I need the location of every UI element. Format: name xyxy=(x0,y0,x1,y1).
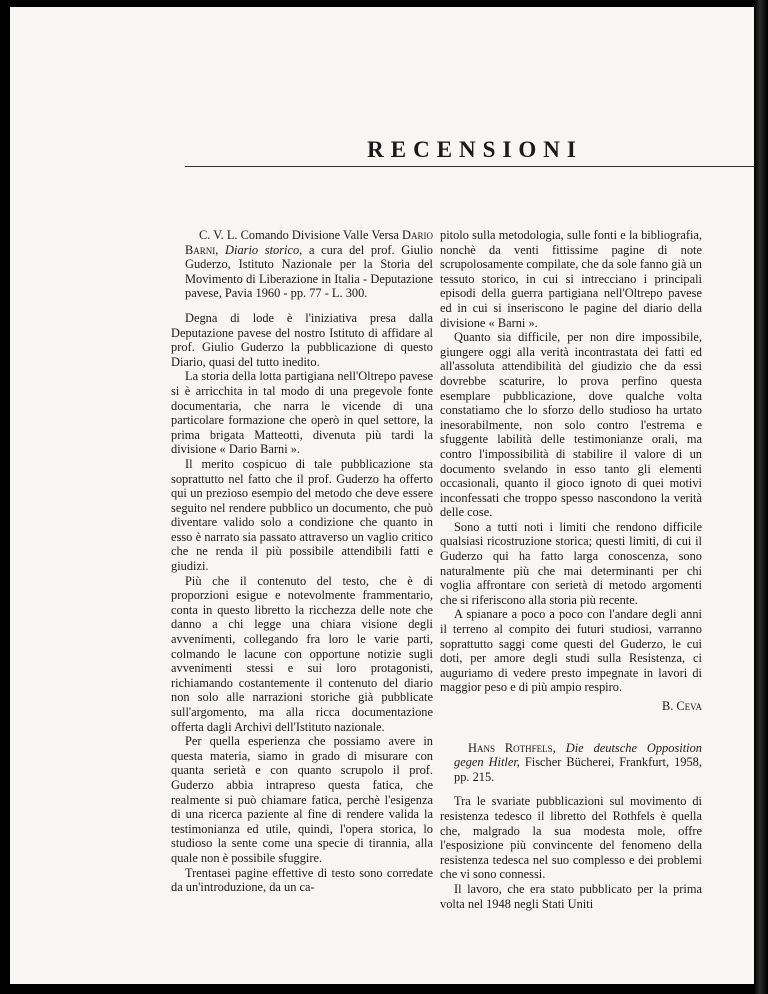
paragraph-continued: pitolo sulla metodologia, sulle fonti e la bibliografia, nonchè da venti fittissime pagine di note scrupolosamente compilate, che da sole fanno già un tessuto storico, in cui si intrecciano i principali episodi della guerra partigiana nell'Oltrepo pavese ed in cui si inseriscono le pagine del diario della divisione « Barni ». xyxy=(440,228,702,330)
review-header-rest: a cura del prof. Giulio Guderzo, Istituto Nazionale per la Storia del Movimento di Liberazione in Italia - Deputazione pavese, Pavia 1960 - pp. 77 - L. 300. xyxy=(185,242,433,301)
paragraph: La storia della lotta partigiana nell'Oltrepo pavese si è arricchita in tal modo di una pregevole fonte documentaria, che narra le vicende di una particolare formazione che operò in quel settore, la prima brigata Matteotti, divenuta più tardi la divisione « Dario Barni ». xyxy=(171,369,433,457)
review-header-2 xyxy=(440,741,702,785)
paragraph: Per quella esperienza che possiamo avere in questa materia, siamo in grado di misurare con quanta serietà e con quanto scrupolo il prof. Guderzo abbia intrapreso questa fatica, che realmente si può chiamare fatica, perchè l'esigenza di una ricerca paziente al fine di rendere valida la testimonianza ed utile, quindi, l'opera storica, lo studioso la sente come una specie di tirannia, alla quale non è possibile sfuggire. xyxy=(171,734,433,865)
paragraph: Tra le svariate pubblicazioni sul movimento di resistenza tedesco il libretto del Rothfels è quella che, malgrado la sua modesta mole, offre l'esposizione più convincente del fenomeno della resistenza tedesca nel suo complesso e dei problemi che vi sono connessi. xyxy=(440,794,702,882)
review-header-prefix: C. V. L. Comando Divisione Valle Versa xyxy=(199,228,399,242)
paragraph: Trentasei pagine effettive di testo sono corredate da un'introduzione, da un ca- xyxy=(171,865,433,895)
review-header-1 xyxy=(171,228,433,301)
review-author: Hans Rothfels, xyxy=(468,740,556,755)
review-book-title: Die deutsche Opposition gegen Hitler, xyxy=(454,740,702,770)
review-book-title: Diario storico, xyxy=(225,242,303,257)
section-title: RECENSIONI xyxy=(367,137,583,162)
paragraph: Sono a tutti noti i limiti che rendono difficile qualsiasi ricostruzione storica; questi limiti, di cui il Guderzo qui ha fatto larga conoscenza, sono naturalmente più che mai determinanti per chi voglia affrontare con serietà di metodo argomenti che si riferiscono alla storia più recente. xyxy=(440,519,702,607)
paragraph: Il lavoro, che era stato pubblicato per la prima volta nel 1948 negli Stati Uniti xyxy=(440,881,702,911)
paragraph: A spianare a poco a poco con l'andare degli anni il terreno al compito dei futuri studiosi, varranno soprattutto saggi come questi del Guderzo, le cui doti, per amore degli studi sulla Resistenza, ci auguriamo di vedere presto impegnate in lavori di maggior peso e di più ampio respiro. xyxy=(440,607,702,695)
paragraph: Il merito cospicuo di tale pubblicazione sta soprattutto nel fatto che il prof. Guderzo ha offerto qui un prezioso esempio del metodo che deve essere seguito nel rendere pubblico un documento, che può diventare valido solo a condizione che quanto in esso è narrato sia passato attraverso un vaglio critico che ne renda il più possibile attendibili fatti e giudizi. xyxy=(171,456,433,574)
left-column xyxy=(171,228,433,895)
review-header-rest: Fischer Bücherei, Frankfurt, 1958, pp. 215. xyxy=(454,755,702,784)
scan-edge-shadow xyxy=(754,0,768,994)
right-column xyxy=(440,228,702,911)
paragraph: Più che il contenuto del testo, che è di proporzioni esigue e notevolmente frammentario, conta in questo libretto la ricchezza delle note che danno a chi legge una chiara visione degli avvenimenti, collegando fra loro le varie parti, colmando le lacune con opportune notizie sugli avvenimenti stessi e sui loro protagonisti, richiamando costantemente il contenuto del diario non solo alle narrazioni storiche già pubblicate sull'argomento, ma alla ricca documentazione offerta dagli Archivi dell'Istituto nazionale. xyxy=(171,573,433,734)
review-author: Dario Barni, xyxy=(185,228,433,257)
paragraph: Degna di lode è l'iniziativa presa dalla Deputazione pavese del nostro Istituto di affidare al prof. Giulio Guderzo la pubblicazione di questo Diario, quasi del tutto inedito. xyxy=(171,310,433,369)
title-rule xyxy=(185,166,765,167)
review-signature: B. Ceva xyxy=(661,699,702,713)
paragraph: Quanto sia difficile, per non dire impossibile, giungere oggi alla verità incontrastata dei fatti ed all'assoluta attendibilità del giudizio che da essi dovrebbe scaturire, lo prova perfino questa esemplare pubblicazione, dove qualche volta constatiamo che lo sforzo dello studioso ha urtato inesorabilmente, non solo contro l'estrema e sfuggente labilità delle testimonianze orali, ma contro l'impossibilità di stabilire il valore di un documento svelando in esso tanto gli elementi occasionali, quanto il gioco ignoto di quei motivi inconfessati che troppo spesso nascondono la verità delle cose. xyxy=(440,330,702,520)
